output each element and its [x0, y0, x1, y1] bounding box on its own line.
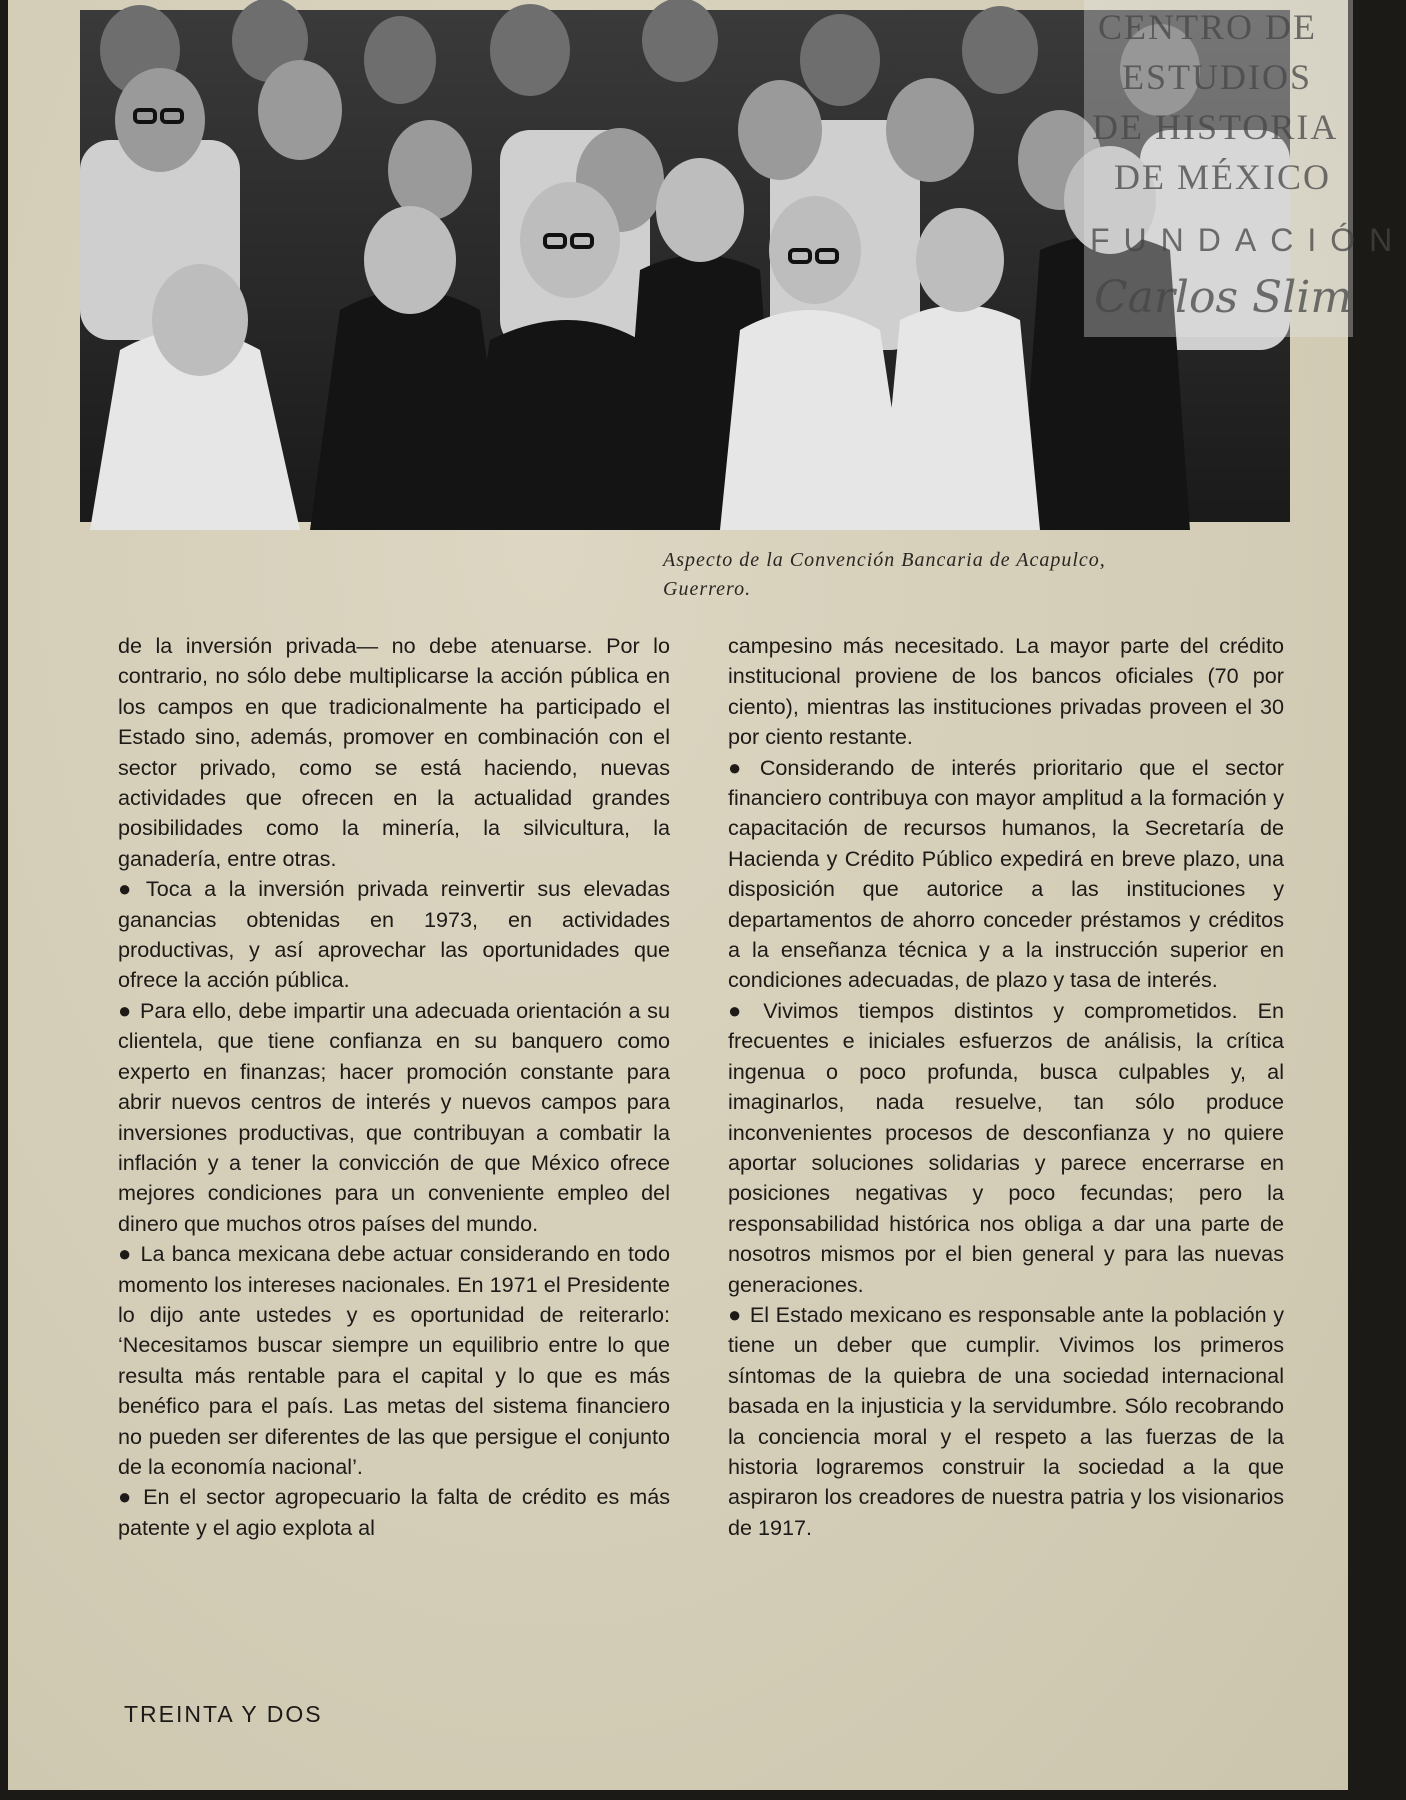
watermark-line-4: DE MÉXICO [1114, 157, 1331, 197]
paragraph-text: En el sector agropecuario la falta de crédito es más patente y el agio explota al [118, 1484, 670, 1540]
watermark-fundacion: FUNDACIÓN [1090, 222, 1406, 258]
left-column [118, 631, 670, 1543]
photo-caption [663, 546, 1223, 604]
watermark-line-1: CENTRO DE [1098, 7, 1317, 47]
paragraph: de la inversión privada— no debe atenuarse. Por lo contrario, no sólo debe multiplicarse la acción pública en los campos en que tradicionalmente ha participado el Estado sino, además, promover en combinación con el sector privado, como se está haciendo, nuevas actividades que ofrecen en la actualidad grandes posibilidades como la minería, la silvicultura, la ganadería, entre otras. [118, 633, 670, 871]
caption-line-2: Guerrero. [663, 578, 752, 600]
bullet-paragraph [118, 1482, 670, 1543]
paragraph: campesino más necesitado. La mayor parte del crédito institucional proviene de los bancos oficiales (70 por ciento), mientras las instituciones privadas proveen el 30 por ciento restante. [728, 633, 1284, 750]
bullet-paragraph [118, 1239, 670, 1482]
archive-watermark [1084, 0, 1406, 337]
bullet-icon: ● [118, 1241, 133, 1267]
watermark-line-2: ESTUDIOS [1122, 57, 1313, 97]
caption-line-1: Aspecto de la Convención Bancaria de Acapulco, [663, 549, 1106, 571]
paragraph-text: Toca a la inversión privada reinvertir sus elevadas ganancias obtenidas en 1973, en actividades productivas, y así aprovechar las oportunidades que ofrece la acción pública. [118, 876, 670, 993]
paragraph-text: El Estado mexicano es responsable ante la población y tiene un deber que cumplir. Vivimos los primeros síntomas de la quiebra de una sociedad internacional basada en la injusticia y la servidumbre. Sólo recobrando la conciencia moral y el respeto a las fuerzas de la historia lograremos construir la sociedad a la que aspiraron los creadores de nuestra patria y los visionarios de 1917. [728, 1301, 1285, 1540]
bullet-icon: ● [728, 754, 752, 780]
watermark-signature: Carlos Slim [1094, 272, 1353, 323]
bullet-paragraph [118, 874, 670, 996]
bullet-icon: ● [118, 1484, 136, 1510]
paragraph-text: La banca mexicana debe actuar considerando en todo momento los intereses nacionales. En 1971 el Presidente lo dijo ante ustedes y es oportunidad de reiterarlo: ‘Necesitamos buscar siempre un equilibrio entre lo que resulta más rentable para el capital y lo que es más benéfico para el país. Las metas del sistema financiero no pueden ser diferentes de las que persigue el conjunto de la economía nacional’. [118, 1241, 670, 1479]
bullet-paragraph [118, 996, 670, 1239]
watermark-line-3: DE HISTORIA [1092, 107, 1339, 147]
bullet-icon: ● [728, 1301, 742, 1327]
bullet-paragraph [728, 996, 1284, 1300]
bullet-paragraph [728, 1300, 1284, 1543]
bullet-icon: ● [728, 997, 756, 1023]
paragraph-text: Vivimos tiempos distintos y comprometidos. En frecuentes e iniciales esfuerzos de análisis, la crítica ingenua o poco profunda, busca culpables y, al imaginarlos, nada resuelve, tan sólo produce inconvenientes procesos de desconfianza y no quiere aportar soluciones solidarias y parece encerrarse en posiciones negativas y poco fecundas; pero la responsabilidad histórica nos obliga a dar una parte de nosotros mismos por el bien general y para las nuevas generaciones. [728, 997, 1284, 1297]
bullet-icon: ● [118, 876, 138, 902]
page-number-label: TREINTA Y DOS [124, 1701, 323, 1727]
bullet-icon: ● [118, 997, 132, 1023]
bullet-paragraph [728, 753, 1284, 996]
right-column [728, 631, 1284, 1543]
paragraph-text: Considerando de interés prioritario que el sector financiero contribuya con mayor amplitud a la formación y capacitación de recursos humanos, la Secretaría de Hacienda y Crédito Público expedirá en breve plazo, una disposición que autorice a las instituciones y departamentos de ahorro conceder préstamos y créditos a la enseñanza técnica y a la instrucción superior en condiciones adecuadas, de plazo y tasa de interés. [728, 754, 1284, 993]
paragraph-text: Para ello, debe impartir una adecuada orientación a su clientela, que tiene confianza en su banquero como experto en finanzas; hacer promoción constante para abrir nuevos centros de interés y nuevos campos para inversiones productivas, que contribuyan a combatir la inflación y a tener la convicción de que México ofrece mejores condiciones para un conveniente empleo del dinero que muchos otros países del mundo. [118, 997, 670, 1236]
